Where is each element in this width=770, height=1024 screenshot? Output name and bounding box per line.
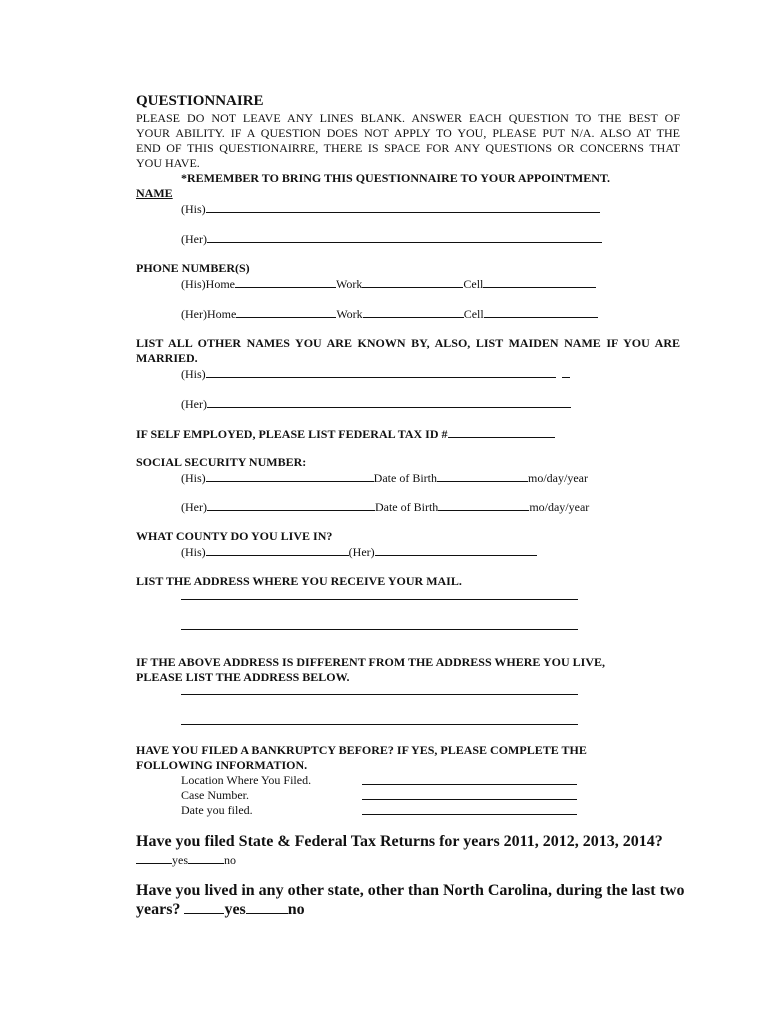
live-address-heading-line-2: PLEASE LIST THE ADDRESS BELOW. <box>136 670 350 684</box>
name-his-field[interactable] <box>206 201 600 213</box>
tax-returns-yes-field[interactable] <box>136 852 172 864</box>
other-names-heading-line-1: LIST ALL OTHER NAMES YOU ARE KNOWN BY, ALSO, LIST MAIDEN NAME IF YOU ARE <box>136 336 680 350</box>
phone-his-row <box>181 276 596 292</box>
county-his-field[interactable] <box>206 544 349 556</box>
name-her-field[interactable] <box>207 231 602 243</box>
dob-his-field[interactable] <box>437 470 528 482</box>
instructions-line-4: YOU HAVE. <box>136 156 200 170</box>
tax-id-field[interactable] <box>448 426 555 438</box>
phone-her-home-field[interactable] <box>236 306 336 318</box>
dob-her-format: mo/day/year <box>529 500 590 514</box>
phone-heading: PHONE NUMBER(S) <box>136 261 250 275</box>
ssn-her-label: (Her) <box>181 500 207 514</box>
dob-his-format: mo/day/year <box>528 471 588 485</box>
other-state-yes-field[interactable] <box>184 900 224 914</box>
other-names-his-label: (His) <box>181 367 206 381</box>
reminder-text: *REMEMBER TO BRING THIS QUESTIONNAIRE TO YOUR APPOINTMENT. <box>181 171 610 185</box>
phone-his-work-field[interactable] <box>362 276 463 288</box>
live-address-line-1[interactable] <box>181 694 578 695</box>
bankruptcy-location-field[interactable] <box>362 784 577 785</box>
mail-address-line-1[interactable] <box>181 599 578 600</box>
other-state-question-line-1: Have you lived in any other state, other than North Carolina, during the last two <box>136 882 685 899</box>
other-names-his-field-tail[interactable] <box>562 366 570 378</box>
ssn-his-row <box>181 470 588 486</box>
phone-her-work-field[interactable] <box>363 306 464 318</box>
name-his-row <box>181 201 600 217</box>
name-her-label: (Her) <box>181 232 207 246</box>
other-state-no-field[interactable] <box>246 900 288 914</box>
phone-his-work-label: Work <box>336 277 363 291</box>
other-names-her-row <box>181 396 571 412</box>
phone-her-home-label: (Her)Home <box>181 307 237 321</box>
tax-id-label: IF SELF EMPLOYED, PLEASE LIST FEDERAL TAX ID # <box>136 427 448 441</box>
phone-her-work-label: Work <box>336 307 363 321</box>
tax-returns-question: Have you filed State & Federal Tax Returns for years 2011, 2012, 2013, 2014? <box>136 833 663 850</box>
tax-returns-no-label: no <box>224 853 236 867</box>
other-state-yes-label: yes <box>224 901 246 918</box>
dob-her-field[interactable] <box>438 499 529 511</box>
bankruptcy-date-field[interactable] <box>362 814 577 815</box>
name-his-label: (His) <box>181 202 206 216</box>
bankruptcy-heading-line-1: HAVE YOU FILED A BANKRUPTCY BEFORE? IF YES, PLEASE COMPLETE THE <box>136 743 587 757</box>
page-title: QUESTIONNAIRE <box>136 93 264 109</box>
dob-her-label: Date of Birth <box>374 500 439 514</box>
ssn-her-row <box>181 499 589 515</box>
tax-returns-answer-row <box>136 852 236 868</box>
other-names-her-label: (Her) <box>181 397 207 411</box>
county-heading: WHAT COUNTY DO YOU LIVE IN? <box>136 529 333 543</box>
other-state-question-line-2: years? <box>136 901 181 918</box>
phone-her-row <box>181 306 598 322</box>
name-her-row <box>181 231 602 247</box>
county-her-field[interactable] <box>375 544 537 556</box>
other-names-his-row <box>181 366 570 382</box>
ssn-his-field[interactable] <box>206 470 374 482</box>
ssn-her-field[interactable] <box>207 499 375 511</box>
instructions-line-1: PLEASE DO NOT LEAVE ANY LINES BLANK. ANSWER EACH QUESTION TO THE BEST OF <box>136 111 680 125</box>
other-state-no-label: no <box>287 901 305 918</box>
other-names-his-field[interactable] <box>206 366 556 378</box>
mail-address-line-2[interactable] <box>181 629 578 630</box>
phone-his-cell-field[interactable] <box>483 276 596 288</box>
phone-his-home-label: (His)Home <box>181 277 235 291</box>
instructions-line-2: YOUR ABILITY. IF A QUESTION DOES NOT APPLY TO YOU, PLEASE PUT N/A. ALSO AT THE <box>136 126 680 140</box>
phone-his-home-field[interactable] <box>235 276 336 288</box>
tax-id-row <box>136 426 555 442</box>
county-row <box>181 544 537 560</box>
name-heading: NAME <box>136 186 173 200</box>
bankruptcy-case-field[interactable] <box>362 799 577 800</box>
phone-her-cell-label: Cell <box>463 307 484 321</box>
phone-his-cell-label: Cell <box>463 277 484 291</box>
other-names-heading-line-2: MARRIED. <box>136 351 198 365</box>
bankruptcy-heading-line-2: FOLLOWING INFORMATION. <box>136 758 308 772</box>
ssn-heading: SOCIAL SECURITY NUMBER: <box>136 455 307 469</box>
bankruptcy-date-label: Date you filed. <box>181 803 253 817</box>
county-her-label: (Her) <box>348 545 375 559</box>
ssn-his-label: (His) <box>181 471 206 485</box>
live-address-line-2[interactable] <box>181 724 578 725</box>
phone-her-cell-field[interactable] <box>484 306 598 318</box>
dob-his-label: Date of Birth <box>373 471 437 485</box>
tax-returns-no-field[interactable] <box>188 852 224 864</box>
tax-returns-yes-label: yes <box>172 853 188 867</box>
other-state-answer-row <box>136 900 305 919</box>
mail-address-heading: LIST THE ADDRESS WHERE YOU RECEIVE YOUR MAIL. <box>136 574 462 588</box>
other-names-her-field[interactable] <box>207 396 571 408</box>
county-his-label: (His) <box>181 545 206 559</box>
instructions-line-3: END OF THIS QUESTIONAIRRE, THERE IS SPACE FOR ANY QUESTIONS OR CONCERNS THAT <box>136 141 680 155</box>
live-address-heading-line-1: IF THE ABOVE ADDRESS IS DIFFERENT FROM THE ADDRESS WHERE YOU LIVE, <box>136 655 606 669</box>
bankruptcy-case-label: Case Number. <box>181 788 249 802</box>
bankruptcy-location-label: Location Where You Filed. <box>181 773 312 787</box>
